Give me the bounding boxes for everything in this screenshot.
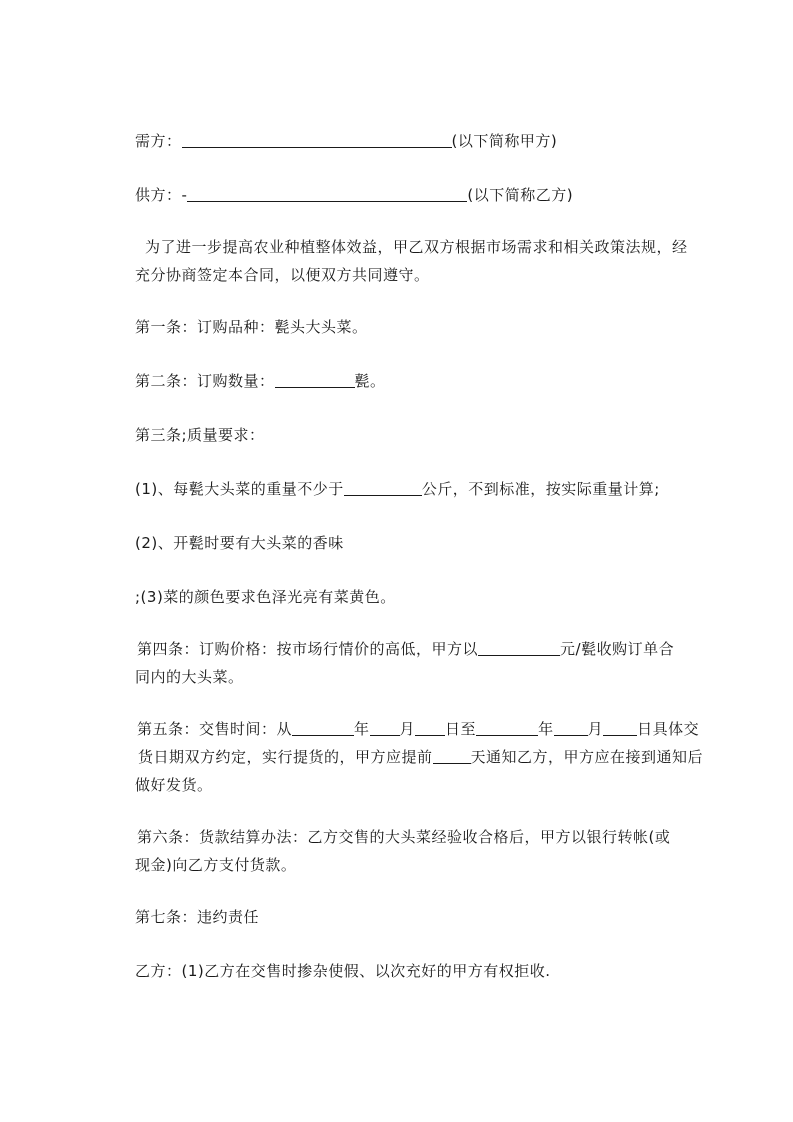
article-3: 第三条;质量要求： bbox=[135, 426, 265, 444]
start-year-blank bbox=[292, 719, 354, 736]
article-2-prefix: 第二条：订购数量： bbox=[135, 372, 275, 390]
article-5-l2a: 货日期双方约定，实行提货的，甲方应提前 bbox=[138, 748, 433, 766]
end-month-blank bbox=[554, 719, 588, 736]
quality-item-1-suffix: 公斤，不到标准，按实际重量计算; bbox=[421, 480, 660, 498]
party-b-clause: 乙方：(1)乙方在交售时掺杂使假、以次充好的甲方有权拒收. bbox=[135, 962, 551, 980]
buyer-name-blank bbox=[182, 131, 452, 148]
article-5-p6: 月 bbox=[587, 720, 604, 738]
start-month-blank bbox=[370, 719, 400, 736]
end-day-blank bbox=[603, 719, 637, 736]
article-1: 第一条：订购品种：甏头大头菜。 bbox=[135, 318, 368, 336]
seller-name-blank bbox=[187, 185, 467, 202]
quality-item-1-prefix: (1)、每甏大头菜的重量不少于 bbox=[135, 480, 344, 498]
article-5-p7: 日具体交 bbox=[637, 720, 700, 738]
article-2-suffix: 甏。 bbox=[354, 372, 386, 390]
intro-line-2: 充分协商签定本合同，以便双方共同遵守。 bbox=[135, 266, 430, 284]
quality-item-3: ;(3)菜的颜色要求色泽光亮有菜黄色。 bbox=[135, 588, 396, 606]
quality-item-1 bbox=[135, 476, 660, 502]
article-6-line-1: 第六条：货款结算办法：乙方交售的大头菜经验收合格后，甲方以银行转帐(或 bbox=[137, 828, 671, 846]
start-day-blank bbox=[415, 719, 445, 736]
article-5-l2b: 天通知乙方，甲方应在接到通知后 bbox=[470, 748, 704, 766]
article-5-line-2 bbox=[138, 744, 703, 770]
article-5-p4: 日至 bbox=[445, 720, 477, 738]
article-5-line-1 bbox=[137, 716, 699, 742]
article-5-p1: 第五条：交售时间：从 bbox=[137, 720, 293, 738]
article-2 bbox=[135, 368, 386, 394]
article-4-suffix: 元/甏收购订单合 bbox=[560, 640, 675, 658]
article-4-prefix: 第四条：订购价格：按市场行情价的高低，甲方以 bbox=[137, 640, 479, 658]
article-5-line-3: 做好发货。 bbox=[135, 776, 213, 794]
quality-item-2: (2)、开甏时要有大头菜的香味 bbox=[135, 534, 344, 552]
buyer-suffix: (以下简称甲方) bbox=[451, 132, 558, 150]
article-5-p2: 年 bbox=[354, 720, 370, 738]
seller-label: 供方：- bbox=[135, 186, 188, 204]
seller-line bbox=[135, 182, 573, 208]
article-5-p3: 月 bbox=[399, 720, 416, 738]
buyer-line bbox=[135, 128, 557, 154]
quantity-blank bbox=[275, 371, 355, 388]
article-5-p5: 年 bbox=[538, 720, 554, 738]
weight-blank bbox=[344, 479, 422, 496]
notice-days-blank bbox=[433, 747, 471, 764]
article-7: 第七条：违约责任 bbox=[135, 908, 260, 926]
article-4-line-1 bbox=[137, 636, 674, 662]
article-6-line-2: 现金)向乙方支付货款。 bbox=[135, 856, 297, 874]
end-year-blank bbox=[476, 719, 538, 736]
intro-line-1: 为了进一步提高农业种植整体效益，甲乙双方根据市场需求和相关政策法规，经 bbox=[145, 238, 688, 256]
seller-suffix: (以下简称乙方) bbox=[467, 186, 574, 204]
price-blank bbox=[478, 639, 560, 656]
article-4-line-2: 同内的大头菜。 bbox=[135, 668, 244, 686]
buyer-label: 需方： bbox=[135, 132, 182, 150]
